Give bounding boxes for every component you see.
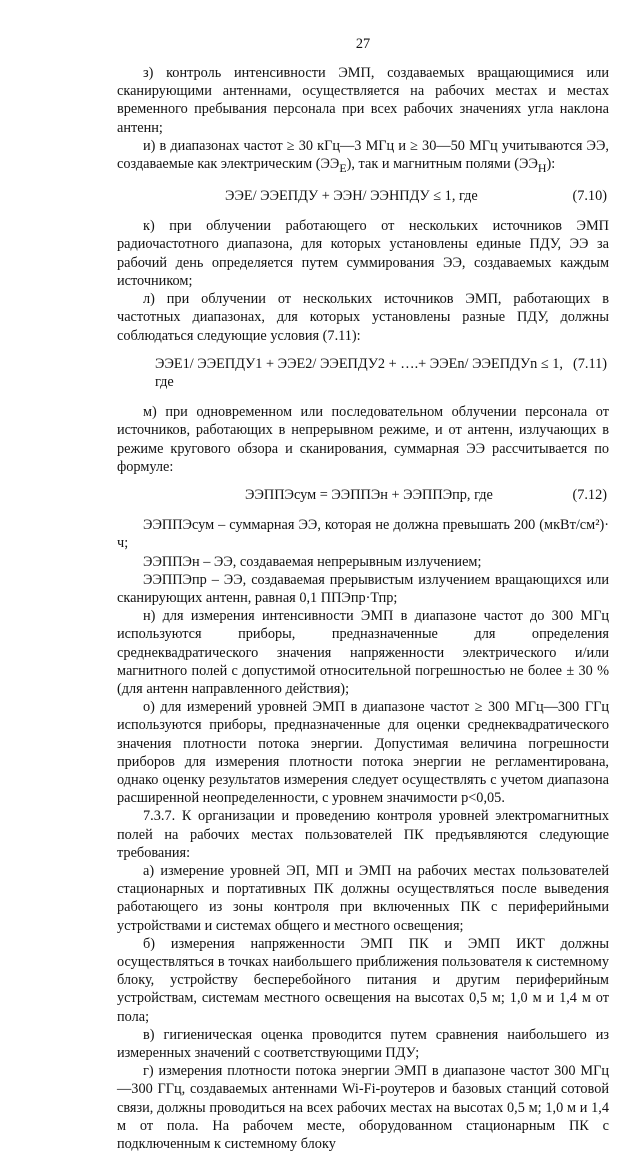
formula-expression: ЭЭЕ1/ ЭЭЕПДУ1 + ЭЭЕ2/ ЭЭЕПДУ2 + ….+ ЭЭЕn/ ЭЭЕПДУn ≤ 1, где [155,355,563,390]
paragraph-b: б) измерения напряженности ЭМП ПК и ЭМП ИКТ должны осуществляться в точках наибольшего приближения пользователя к системному блоку, устройству бесперебойного питания и другим периферийным устройствам, системам местного освещения на высотах 0,5 м; 1,0 м и 1,4 м от пола; [117,935,609,1025]
paragraph-o: о) для измерений уровней ЭМП в диапазоне частот ≥ 300 МГц—300 ГГц используются приборы, предназначенные для оценки среднеквадратического значения плотности потока энергии. Допустимая величина погрешности приборов для измерения плотности потока энергии не регламентирована, однако оценку результатов измерения следует осуществлять с учетом диапазона расширенной неопределенности, с уровнем значимости p<0,05. [117,699,609,807]
page-body [117,64,609,1153]
paragraph-n: н) для измерения интенсивности ЭМП в диапазоне частот до 300 МГц используются приборы, предназначенные для определения среднеквадратического значения напряженности электрического и/или магнитного полей с допустимой относительной погрешностью не более ± 30 % (для антенн направленного действия); [117,608,609,697]
definition-intermittent: ЭЭППЭпр – ЭЭ, создаваемая прерывистым излучением вращающихся или сканирующих антенн, равная 0,1 ППЭпр·Тпр; [117,571,609,606]
paragraph-i: и) в диапазонах частот ≥ 30 кГц—3 МГц и ≥ 30—50 МГц учитываются ЭЭ, создаваемые как электрическим $(ЭЭ_Е)$, так и магнитным полями $(ЭЭ_Н)$: [117,137,609,175]
paragraph-l: л) при облучении от нескольких источников ЭМП, работающих в частотных диапазонах, для которых установлены разные ПДУ, должны соблюдаться следующие условия (7.11): [117,291,609,344]
paragraph-m: м) при одновременном или последовательном облучении персонала от источников, работающих в непрерывном режиме, и от антенн, излучающих в режиме кругового обзора и сканирования, суммарная ЭЭ рассчитывается по формуле: [117,404,609,475]
formula-7-12 [117,486,609,504]
page-number: 27 [355,36,371,52]
document-page [117,0,609,1153]
paragraph-7-3-7: 7.3.7. К организации и проведению контроля уровней электромагнитных полей на рабочих местах пользователей ПК предъявляются следующие требования: [117,808,609,861]
definition-continuous: ЭЭППЭн – ЭЭ, создаваемая непрерывным излучением; [143,553,482,570]
paragraph-v: в) гигиеническая оценка проводится путем сравнения наибольшего из измеренных значений с соответствующими ПДУ; [117,1026,609,1062]
formula-number: (7.10) [572,188,607,205]
paragraph-k: к) при облучении работающего от нескольких источников ЭМП радиочастотного диапазона, для которых установлены единые ПДУ, ЭЭ за рабочий день определяется путем суммирования ЭЭ, создаваемых каждым источником; [117,218,609,289]
formula-expression: ЭЭППЭсум = ЭЭППЭн + ЭЭППЭпр, где [245,486,493,503]
definition-sum: ЭЭППЭсум – суммарная ЭЭ, которая не должна превышать 200 (мкВт/см²)· ч; [117,517,609,552]
formula-7-11 [117,355,609,391]
formula-7-10 [117,187,609,205]
paragraph-z: з) контроль интенсивности ЭМП, создаваемых вращающимися или сканирующими антеннами, осуществляется на рабочих местах и местах временного пребывания персонала при всех рабочих значениях угла наклона антенн; [117,65,609,136]
formula-number: (7.12) [572,486,607,503]
paragraph-g: г) измерения плотности потока энергии ЭМП в диапазоне частот 300 МГц—300 ГГц, создаваемых антеннами Wi-Fi-роутеров и базовых станций сотовой связи, должны проводиться на всех рабочих местах на высотах 0,5 м; 1,0 м и 1,4 м от пола. На рабочем месте, оборудованном стационарным ПК с подключенным к системному блоку [117,1063,609,1153]
paragraph-a: а) измерение уровней ЭП, МП и ЭМП на рабочих местах пользователей стационарных и портативных ПК должны осуществляться после выведения работающего из зоны контроля при включенных ПК с периферийными устройствами и системах общего и местного освещения; [117,862,609,934]
formula-expression: ЭЭЕ/ ЭЭЕПДУ + ЭЭН/ ЭЭНПДУ ≤ 1, где [225,188,478,205]
formula-number: (7.11) [572,355,607,372]
